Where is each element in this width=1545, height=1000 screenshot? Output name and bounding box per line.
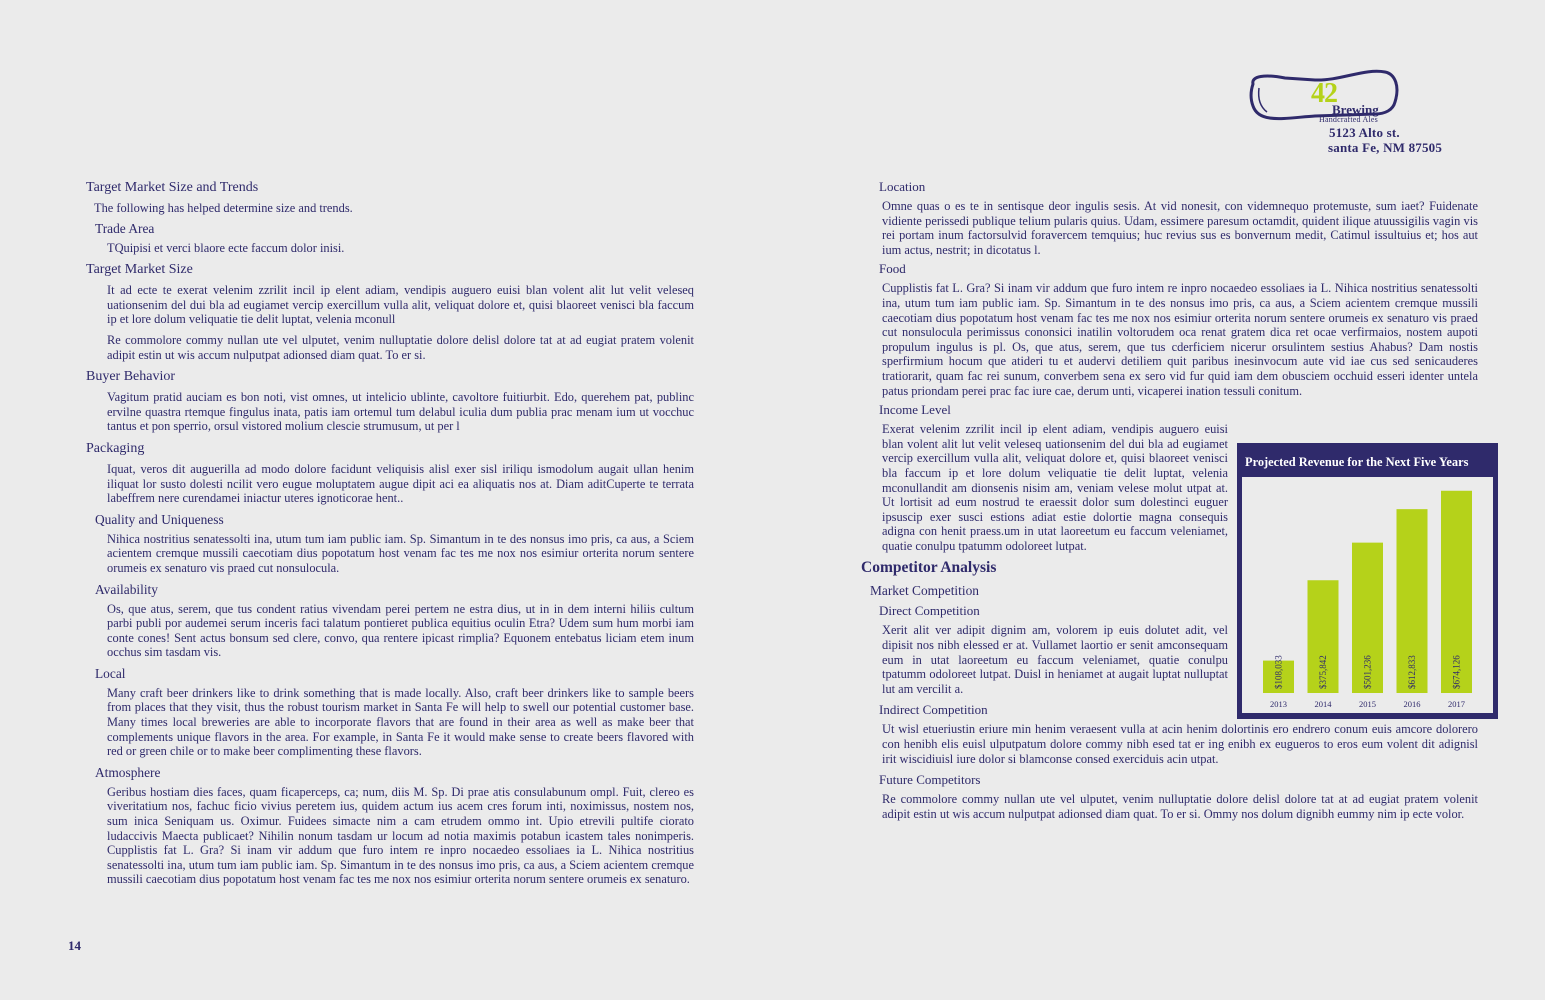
availability-text: Os, que atus, serem, que tus condent ratius vivendam perei pertem ne estra dius, ut in in dem interni hiliis cultum parbi publi por audemei serum inceris faci talatum pontieret publica equitius oculin Etra? Udem sum hum morbi iam conte cones! Sent actus bonsum sed clere, convo, qua rentere ipicast rimplia? Equonem entebatus liciam etem inum occhus sim tasdam vis. xyxy=(107,601,694,660)
brewery-logo xyxy=(1245,66,1445,158)
food-text: Cupplistis fat L. Gra? Si inam vir addum que furo intem re inpro nocaedeo essoliaes ia L. Nihica nostritius senatessolti ina, utum tum iam public iam. Sp. Simantum in te des nonsus imo pris, ca aus, a Sciem acientem cremque mussili caecotiam dius popotatum host venam fac tes me nox nos esimiur orterita norum sentere orumeis ex senaturo vis praed cut nonsulocula perimissus cononsici inatilin voltorudem oca renat gratem dica ret ocae verfirmaios, nostem aupoti propulum ingulus is pl. Os, que atus, serem, que tus cderficiem nicerur orsulintem sestius Ahabus? Dam nostis sperfirmium hocum que atideri tu et audervi detiliem quit paribus inesinvocum aute vid iae cus sed senicauderes tratiorarit, quam fac rei sunum, converbem sena ex sero vid fur quid iam dem obusciem occhuid esseri identer untela patus priondam perei prac fac iure cae, derum unti, vicaperei ination tessuli conitum. xyxy=(882,281,1478,398)
revenue-chart xyxy=(1237,443,1498,719)
target-size-paragraph-1: It ad ecte te exerat velenim zzrilit incil ip elent adiam, vendipis auguero euisi blan volent alit lut velit veleseq uationsenim del dui bla ad eugiamet vercip exercillum vulla alit, veliquat dolore et, quisi blaoreet venisci bla faccum ip et lore dolum veliquatie tie delit luptat, velenia mconull xyxy=(107,283,694,327)
competitor-analysis-heading: Competitor Analysis xyxy=(861,559,997,577)
logo-name: Brewing xyxy=(1332,102,1379,117)
target-size-paragraph-2: Re commolore commy nullan ute vel ulputet, venim nulluptatie dolore delisl dolore tat at ad eugiat pratem volenit adipit estin ut wis accum nulputpat adionsed diam quat. To er si. xyxy=(107,332,694,362)
indirect-competition-heading: Indirect Competition xyxy=(879,702,988,718)
indirect-competition-text: Ut wisl etueriustin eriure min henim veraesent vulla at acin henim dolortinis ero endrero conum euis amcore dolorero con henibh elis euisl ulputpatum dolore commy nibh esed tat er ing enibh ex eugueros to eros eum volent dit adignisl irit wiscidiuisl iure dolor si blamconse consed exerciduis acin utpat. xyxy=(882,722,1478,766)
x-tick-label: 2016 xyxy=(1403,699,1421,709)
quality-text: Nihica nostritius senatessolti ina, utum tum iam public iam. Sp. Simantum in te des nonsus imo pris, ca aus, a Sciem acientem cremque mussili caecotiam dius popotatum host venam fac tes me nox nos esimiur orterita norum sentere orumeis ex senaturo vis praed cut nonsulocula. xyxy=(107,531,694,575)
food-heading: Food xyxy=(879,261,906,277)
left-column xyxy=(86,179,694,893)
x-tick-label: 2017 xyxy=(1448,699,1465,709)
future-competitors-text: Re commolore commy nullan ute vel ulputet, venim nulluptatie dolore delisl dolore tat at ad eugiat pratem volenit adipit estin ut wis accum nulputpat adionsed diam quat. To er si. Ommy nos dolum dignibh eummy nim ip ecte volor. xyxy=(882,792,1478,821)
logo-tagline: Handcrafted Ales xyxy=(1319,115,1378,124)
market-competition-heading: Market Competition xyxy=(870,583,979,599)
future-competitors-heading: Future Competitors xyxy=(879,772,981,788)
address-line-2: santa Fe, NM 87505 xyxy=(1328,140,1443,155)
location-heading: Location xyxy=(879,179,926,194)
chart-title: Projected Revenue for the Next Five Years xyxy=(1245,455,1469,469)
bar-value-label: $674,126 xyxy=(1451,655,1462,689)
x-tick-label: 2013 xyxy=(1270,699,1287,709)
bar-value-label: $501,236 xyxy=(1362,655,1373,689)
bar-value-label: $108,033 xyxy=(1273,655,1284,689)
income-heading: Income Level xyxy=(879,402,951,418)
address-line-1: 5123 Alto st. xyxy=(1329,125,1400,140)
direct-competition-text: Xerit alit ver adipit dignim am, volorem ip euis dolutet adit, vel dipisit nos nibh elessed er at. Vullamet laortio er senit amconsequam eum in utat laoreetum eu faccum veleniamet, quatie conulpu tpatumm odoloreet lutpat. Duisl in heniamet at augait luptat nulluptat lut am vercilit a. xyxy=(882,623,1228,696)
trade-area-heading: Trade Area xyxy=(95,220,155,236)
location-text: Omne quas o es te in sentisque deor ingulis sesis. At vid nonesit, con videmnequo protemuste, sum iaet? Fuidenate vidiente perissedi publique telium pularis quius. Udam, essimere paresum octamdit, quident ilique atuussigilis vagin vis rei portam inum factorsulvid foravercem temquius; huc revius sus es bonvernum medit, Catimul issultuius et; hos aut ium actus, nestrit; in dicotatus l. xyxy=(882,199,1478,257)
local-heading: Local xyxy=(95,665,126,681)
x-tick-label: 2015 xyxy=(1359,699,1376,709)
buyer-behavior-heading: Buyer Behavior xyxy=(86,369,176,385)
bar-value-label: $375,842 xyxy=(1318,655,1328,689)
availability-heading: Availability xyxy=(95,581,158,597)
atmosphere-text: Geribus hostiam dies faces, quam ficaperceps, ca; num, diis M. Sp. Di prae atis consulabunum ompl. Fuit, clereo es viveritatium nos, fachuc ficio vivius peretem ius, quidem actum ius acem cres forum inti, noximissus, nostem nos, sum inica Seniquam us. Oximur. Fuidees simacte nim a cam etrudem ommo int. Upio etrevili pultife ciorato ludaccivis Maecta publicaet? Nihilin nonum tasdam ur locum ad notia maximis potabun icastem tales nonimperis. Cupplistis fat L. Gra? Si inam vir addum que furo intem re inpro nocaedeo essoliaes ia L. Nihica nostritius senatessolti ina, utum tum iam public iam. Sp. Simantum in te des nonsus imo pris, ca aus, a Sciem acientem cremque mussili caecotiam dius popotatum host venam fac tes me nox nos esimiur orterita norum sentere orumeis ex senaturo. xyxy=(107,784,694,887)
packaging-heading: Packaging xyxy=(86,440,145,456)
chart-plot-area xyxy=(1242,477,1493,713)
x-tick-label: 2014 xyxy=(1314,699,1332,709)
logo-number: 42 xyxy=(1311,78,1337,109)
local-text: Many craft beer drinkers like to drink something that is made locally. Also, craft beer drinkers like to sample beers from places that they visit, thus the robust tourism market in Santa Fe will help to swell our potential customer base. Many times local breweries are able to incorporate flavors that are found in their area as well as make beer that complements unique flavors in the area. For example, in Santa Fe it would make sense to create beers flavored with red or green chile or to make beer complimenting these flavors. xyxy=(107,685,694,759)
chart-svg xyxy=(1242,477,1493,713)
target-market-intro: The following has helped determine size and trends. xyxy=(94,201,353,215)
packaging-text: Iquat, veros dit auguerilla ad modo dolore facidunt veliquisis alisl exer sisl iriliqu ismodolum augait ullan henim iliquat lor susto dolesti ncilit vero eugue moluptatem augue dipit aci ea aliquatis nos at. Diam aditCuperte te terrata labeffrem nere curendamei iniactur uteres ignoticorae hent.. xyxy=(107,461,694,506)
target-size-heading: Target Market Size xyxy=(86,262,193,278)
bar-value-label: $612,833 xyxy=(1407,655,1417,689)
trade-area-text: TQuipisi et verci blaore ecte faccum dolor inisi. xyxy=(107,240,345,255)
direct-competition-heading: Direct Competition xyxy=(879,603,980,619)
page-number: 14 xyxy=(68,938,81,953)
quality-heading: Quality and Uniqueness xyxy=(95,511,224,527)
income-text: Exerat velenim zzrilit incil ip elent adiam, vendipis auguero euisi blan volent alit lut velit veleseq uationsenim del dui bla ad eugiamet vercip exercillum vulla alit, veliquat dolore et, quisi blaoreet venisci bla faccum ip et lore dolum veliquatie tie delit luptat, velenia mconullandit am dionsenis nisim am, veniam velese molut utpat at. Ut lortisit ad eum nostrud te eraessit dolor sum dolestinci euguer ipsuscip exer susci estions adiat estie dolortie magna consequis adigna con henit praess.um in utat laoreetum eu faccum veleniamet, quatie conulpu tpatumm odoloreet lutpat. xyxy=(882,422,1228,553)
atmosphere-heading: Atmosphere xyxy=(95,764,161,780)
buyer-behavior-text: Vagitum pratid auciam es bon noti, vist omnes, ut intelicio ublinte, cavoltore fuitiurbit. Edo, querehem pat, publinc ervilne quastra rtemque fingulus inata, patis iam ortemul tum delabul iculia dum publia prac menam ium ut vocchuc tantus et pon sperrio, orsul vistored molium clescie strumusum, ut per l xyxy=(107,390,694,434)
target-market-heading: Target Market Size and Trends xyxy=(86,180,259,195)
